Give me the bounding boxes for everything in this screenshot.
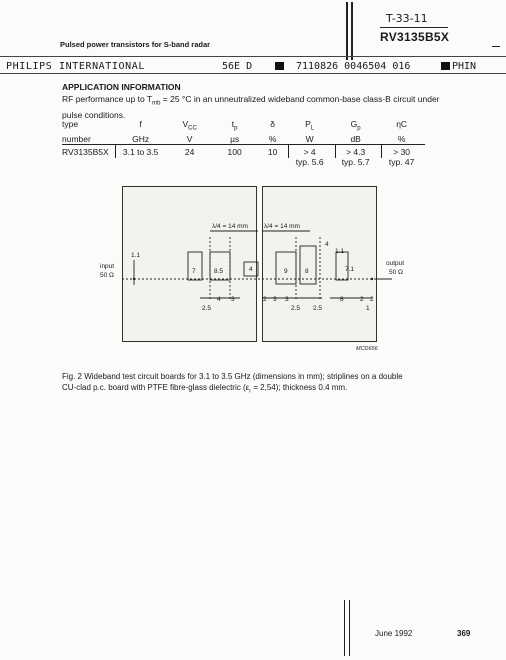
banner-barcode-number: 7110826 0046504 016	[296, 61, 411, 72]
figure-caption	[62, 371, 452, 398]
dim-label: 8	[340, 296, 344, 303]
cell-eta: > 30 typ. 47	[388, 146, 415, 167]
lambda-right-label: λ/4 = 14 mm	[264, 223, 300, 230]
unit-f: GHz	[132, 133, 150, 144]
input-label: input	[100, 263, 115, 270]
page-number: 369	[457, 629, 471, 638]
intro-text-c: pulse conditions.	[62, 109, 126, 120]
header-type: type	[62, 119, 79, 129]
unit-tp: µs	[230, 133, 240, 144]
section-title: APPLICATION INFORMATION	[62, 82, 181, 92]
dim-label: 3	[231, 296, 235, 303]
dim-label: 4	[217, 296, 221, 303]
banner-code: 56E D	[222, 61, 253, 72]
dim-label: 2	[263, 296, 267, 303]
header-duty: δ	[270, 119, 275, 129]
unit-pl: W	[305, 133, 314, 144]
header-f: f	[139, 119, 142, 129]
dim-label: 2	[370, 296, 374, 303]
intro-text-a: RF performance up to T	[62, 94, 153, 104]
dim-label: 2.5	[313, 305, 323, 312]
dim-label: 8	[305, 268, 309, 275]
dim-label: 1	[366, 305, 370, 312]
part-number: RV3135B5X	[380, 30, 450, 44]
intro-sub: mb	[152, 100, 161, 107]
intro-text-b: = 25 °C in an unneutralized wideband common-base class-B circuit under	[160, 94, 440, 104]
dim-label: 3	[285, 296, 289, 303]
dim-label: 1.1	[335, 248, 345, 255]
output-label: output	[386, 260, 405, 267]
dim-label: 8.5	[214, 268, 224, 275]
dim-label: 7.1	[345, 266, 355, 273]
document-subtitle: Pulsed power transistors for S-band radar	[60, 40, 211, 49]
cell-tp: 100	[227, 146, 242, 157]
dim-label: 7	[192, 268, 196, 275]
dim-label: 2	[360, 296, 364, 303]
unit-vcc: V	[186, 133, 193, 144]
unit-gp: dB	[350, 133, 361, 144]
dim-label: 3	[273, 296, 277, 303]
banner-brand: PHIN	[452, 61, 477, 72]
banner-company: PHILIPS INTERNATIONAL	[6, 61, 146, 72]
unit-eta: %	[397, 133, 406, 144]
reference-code: T-33-11	[386, 12, 428, 25]
caption-line-a: Fig. 2 Wideband test circuit boards for 3.1 to 3.5 GHz (dimensions in mm); striplines on a double	[62, 372, 403, 381]
caption-sub: r	[249, 388, 252, 395]
header-eta: ηC	[396, 119, 408, 129]
unit-duty: %	[268, 133, 277, 144]
cell-vcc: 24	[184, 146, 195, 157]
cell-pl: > 4 typ. 5.6	[295, 146, 324, 167]
caption-line-c: = 2,54); thickness 0.4 mm.	[251, 383, 348, 392]
dim-label: 2.5	[291, 305, 301, 312]
dim-label: 1.1	[131, 252, 141, 259]
cell-f: 3.1 to 3.5	[122, 146, 159, 157]
cell-type: RV3135B5X	[62, 146, 109, 157]
dim-label: 9	[284, 268, 288, 275]
header-vcc: $V_{CC}$	[182, 119, 197, 132]
unit-type: number	[62, 133, 91, 144]
lambda-left-label: λ/4 = 14 mm	[212, 223, 248, 230]
dim-label: 4	[325, 241, 329, 248]
figure-code: MCD656	[356, 346, 378, 352]
dim-label: 2.5	[202, 305, 212, 312]
footer-date: June 1992	[375, 629, 413, 638]
dim-label: 4	[249, 266, 253, 273]
cell-duty: 10	[267, 146, 278, 157]
header-tp: $t_p$	[231, 119, 238, 132]
output-impedance: 50 Ω	[389, 269, 403, 276]
cell-gp: > 4.3 typ. 5.7	[341, 146, 370, 167]
input-impedance: 50 Ω	[100, 272, 114, 279]
header-pl: $P_L$	[305, 119, 315, 132]
header-gp: $G_p$	[350, 119, 361, 132]
caption-line-b: CU-clad p.c. board with PTFE fibre-glass dielectric (ε	[62, 383, 250, 392]
